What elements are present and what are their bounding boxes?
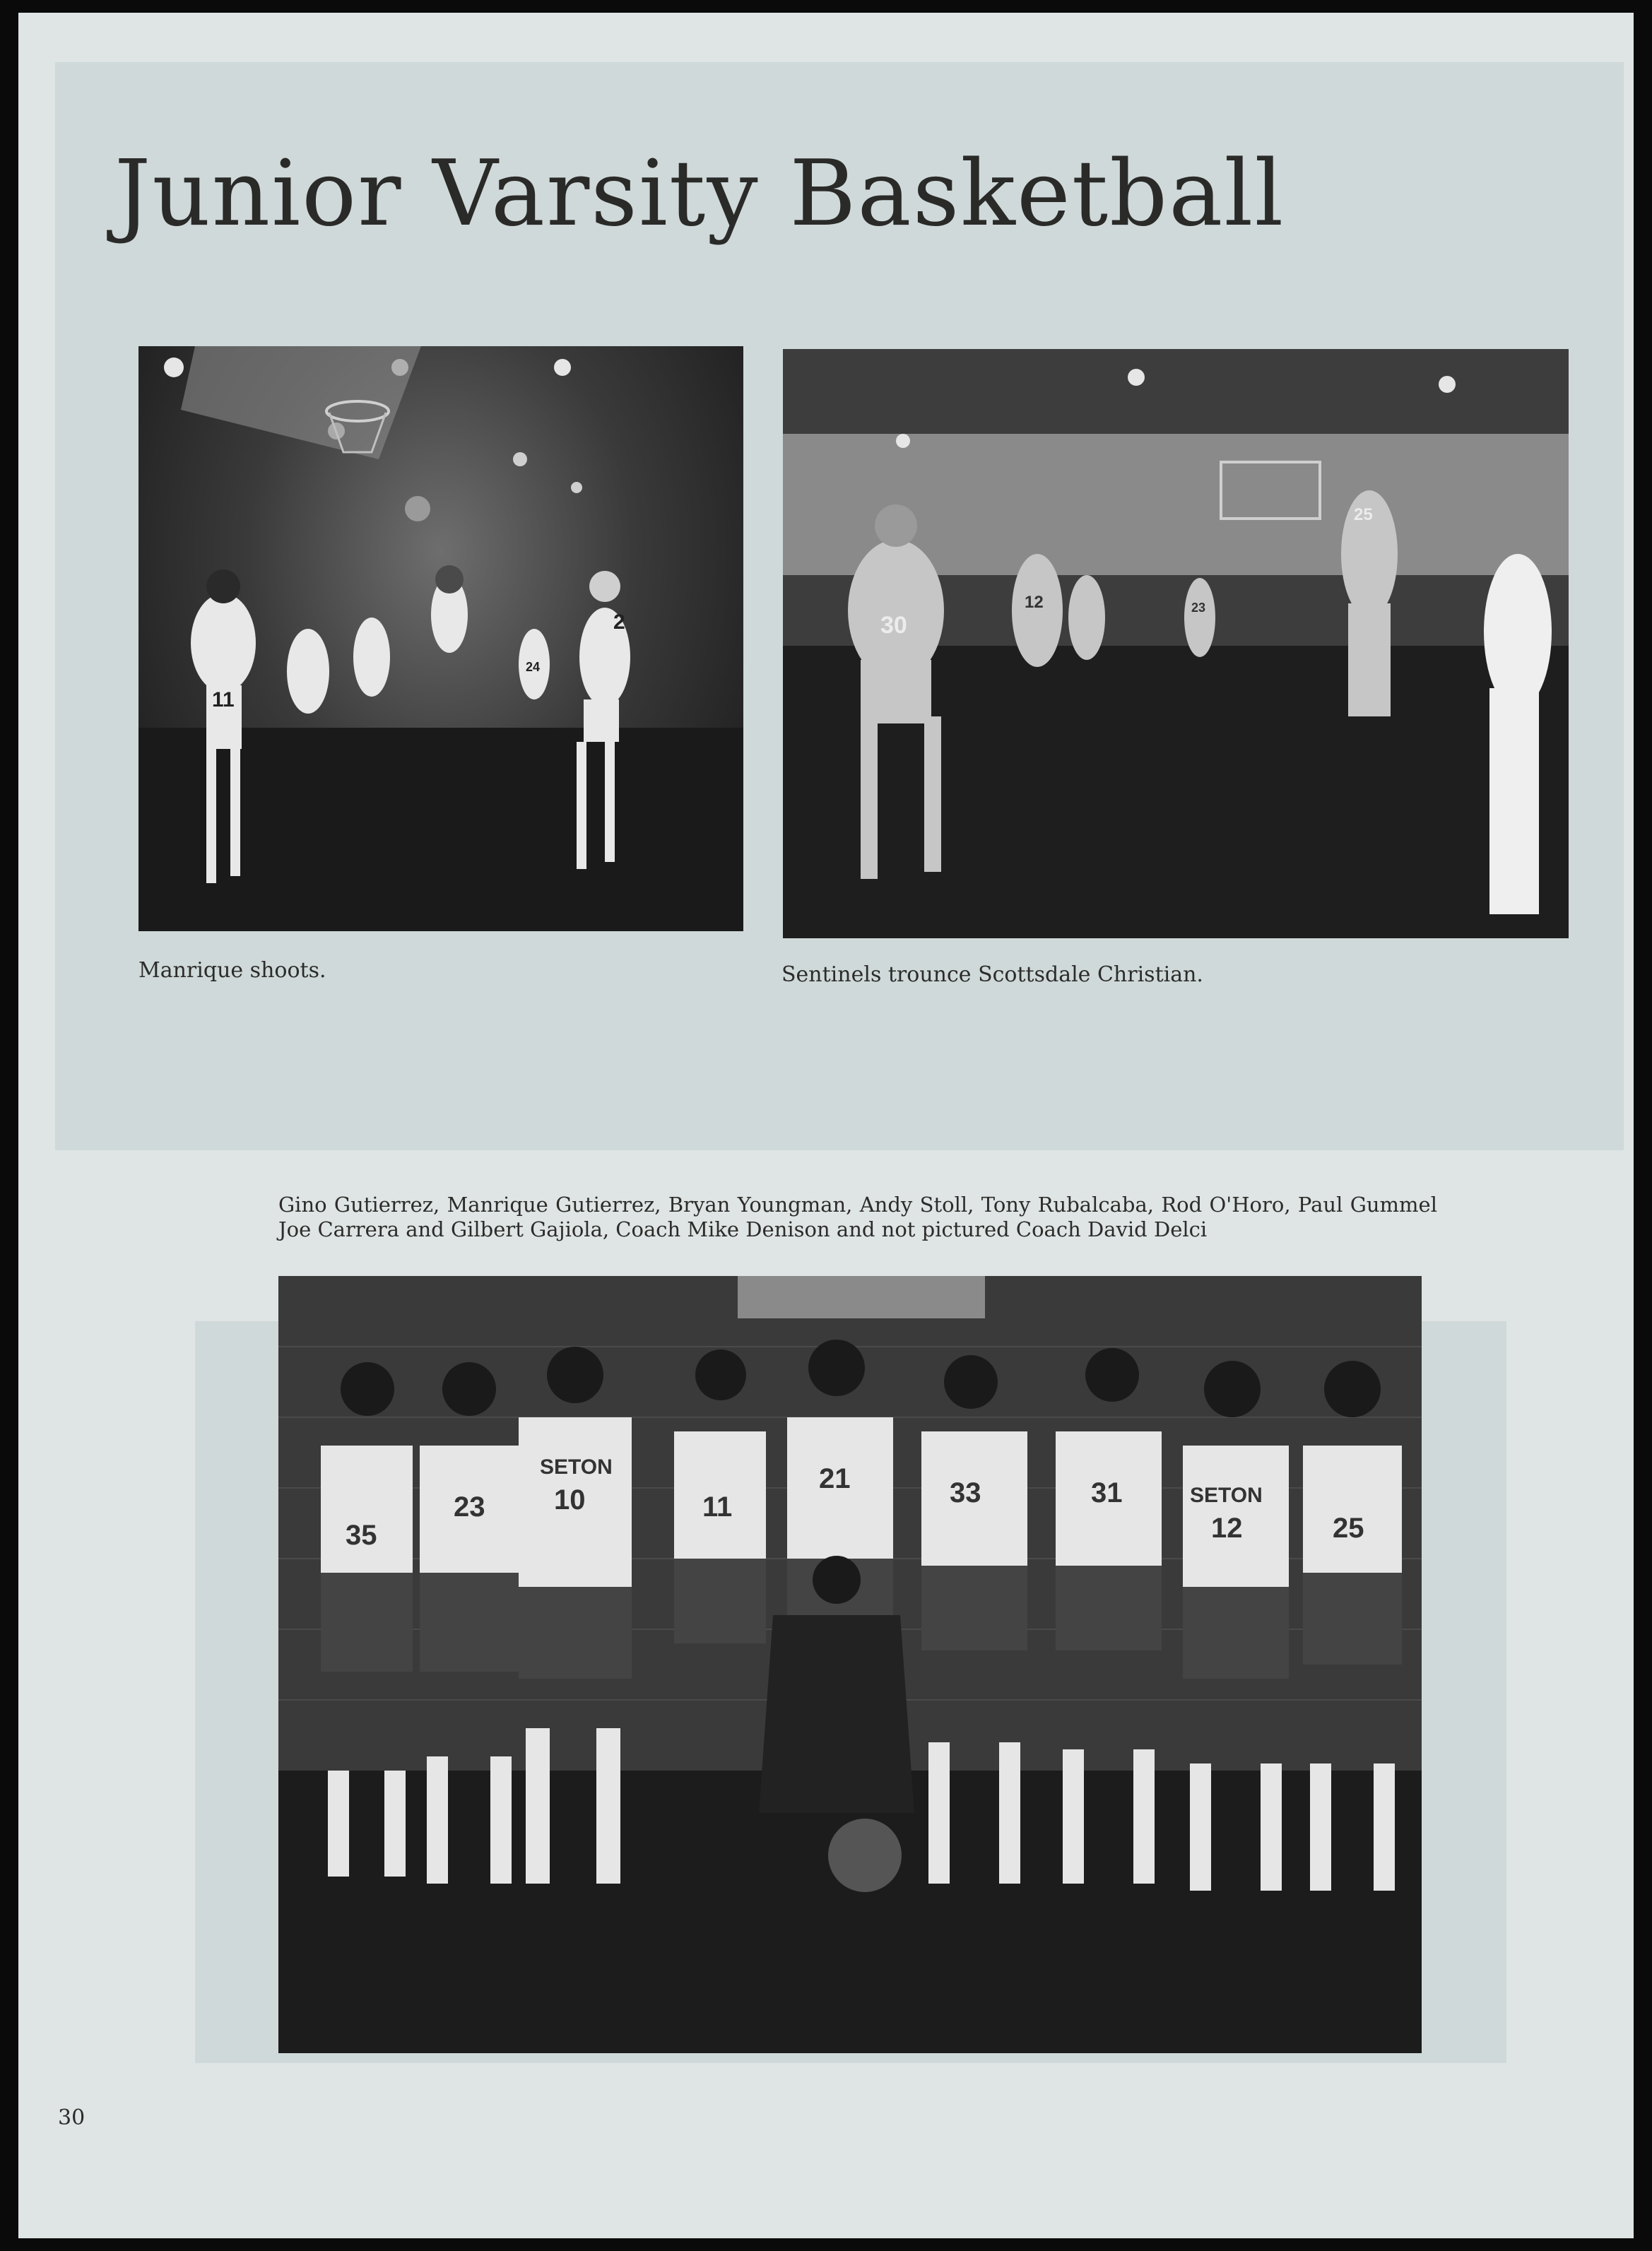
jersey-number-11: 11: [702, 1491, 733, 1523]
jersey-text-seton-2: SETON: [1190, 1484, 1263, 1507]
jersey-number-10: 10: [554, 1484, 586, 1516]
game-photo-right: [783, 349, 1569, 938]
jersey-number-30: 30: [880, 612, 907, 639]
jersey-number-11: 11: [212, 688, 235, 711]
jersey-number-25: 25: [1354, 505, 1373, 524]
jersey-number-33: 33: [950, 1477, 981, 1508]
jersey-number-35: 35: [346, 1520, 377, 1551]
page-number: 30: [58, 2105, 85, 2130]
team-roster-caption: Gino Gutierrez, Manrique Gutierrez, Bryan Youngman, Andy Stoll, Tony Rubalcaba, Rod O'Horo, Paul Gummel Joe Carrera and Gilbert Gajiola, Coach Mike Denison and not pictured Coach David Delci: [278, 1193, 1437, 1241]
game-photo-left: [138, 346, 743, 931]
team-photo: [278, 1276, 1422, 2053]
jersey-number-12: 12: [1211, 1513, 1243, 1544]
page-title: Junior Varsity Basketball: [114, 141, 1285, 247]
jersey-number-2: 2: [613, 610, 625, 634]
jersey-number-23: 23: [454, 1491, 485, 1523]
jersey-number-23: 23: [1191, 601, 1206, 615]
jersey-number-25: 25: [1333, 1513, 1364, 1544]
caption-manrique-shoots: Manrique shoots.: [138, 958, 326, 983]
caption-sentinels-trounce: Sentinels trounce Scottsdale Christian.: [781, 962, 1203, 987]
jersey-number-12: 12: [1025, 593, 1044, 612]
jersey-number-24: 24: [526, 660, 541, 674]
jersey-number-31: 31: [1091, 1477, 1123, 1508]
jersey-text-seton-1: SETON: [540, 1455, 613, 1479]
jersey-number-21: 21: [819, 1463, 851, 1494]
